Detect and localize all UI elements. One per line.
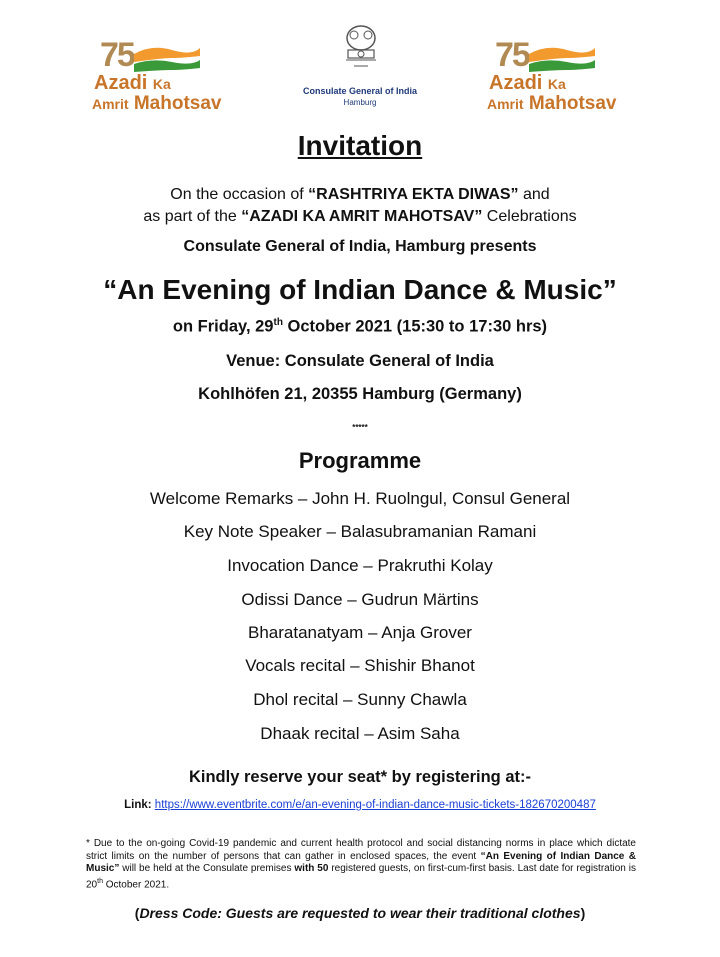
programme-item: Dhaak recital – Asim Saha xyxy=(260,724,460,743)
logo-line-2 xyxy=(487,93,616,115)
logo-word-amrit: Amrit xyxy=(487,96,524,112)
programme-heading: Programme xyxy=(298,448,422,473)
note-text: registered guests, on first-cum-first basis. Last date for registration is 20 xyxy=(86,863,636,890)
programme-item: Welcome Remarks – John H. Ruolngul, Consul General xyxy=(149,489,571,508)
programme-item: Invocation Dance – Prakruthi Kolay xyxy=(227,556,493,575)
logo-line-2 xyxy=(92,93,221,115)
occasion-line-1 xyxy=(0,186,720,204)
logo-word-mahotsav: Mahotsav xyxy=(528,93,617,114)
logo-line-1 xyxy=(94,72,171,95)
programme-item: Dhol recital – Sunny Chawla xyxy=(253,690,467,709)
logo-word-ka: Ka xyxy=(547,76,566,92)
note-guest-limit: with 50 xyxy=(294,863,329,874)
occasion-text: Celebrations xyxy=(482,208,577,225)
venue: Venue: Consulate General of India xyxy=(226,352,494,370)
event-date xyxy=(0,317,720,337)
occasion-line-2 xyxy=(0,208,720,226)
separator: ***** xyxy=(352,423,368,432)
ashoka-emblem-icon xyxy=(326,20,396,80)
registration-link[interactable]: https://www.eventbrite.com/e/an-evening-of-indian-dance-music-tickets-182670200487 xyxy=(154,799,596,811)
note-text: * Due to the on-going Covid-19 pandemic and current health protocol and social distancing norms in place which dictate strict limits on the number of persons that can gather in enclosed spaces, the event xyxy=(86,838,636,862)
presenter-line: Consulate General of India, Hamburg presents xyxy=(183,238,537,255)
date-ordinal: th xyxy=(273,317,283,328)
occasion-highlight: “AZADI KA AMRIT MAHOTSAV” xyxy=(241,208,483,225)
reserve-seat-text: Kindly reserve your seat* by registering at:- xyxy=(188,768,532,786)
azadi-ka-amrit-mahotsav-logo-right xyxy=(487,36,617,116)
logo-line-1 xyxy=(489,72,566,95)
page-title: Invitation xyxy=(297,130,423,161)
registration-link-line xyxy=(0,799,720,811)
programme-item: Key Note Speaker – Balasubramanian Ramani xyxy=(183,522,537,541)
dress-paren: ) xyxy=(580,905,586,921)
consulate-city: Hamburg xyxy=(343,98,377,107)
note-event-name: “An Evening of Indian Dance & Music” xyxy=(86,850,636,874)
date-text: October 2021 (15:30 to 17:30 hrs) xyxy=(282,317,548,336)
note-text: will be held at the Consulate premises xyxy=(119,863,295,874)
programme-item: Odissi Dance – Gudrun Märtins xyxy=(241,590,479,609)
logo-word-mahotsav: Mahotsav xyxy=(133,93,222,114)
link-label: Link: xyxy=(124,799,152,811)
logo-word-azadi: Azadi xyxy=(489,72,543,94)
occasion-text: as part of the xyxy=(143,208,242,225)
logo-word-amrit: Amrit xyxy=(92,96,129,112)
event-title: “An Evening of Indian Dance & Music” xyxy=(103,274,617,305)
programme-item: Bharatanatyam – Anja Grover xyxy=(248,623,472,642)
logo-number: 75 xyxy=(100,36,134,74)
flag-ribbon-icon xyxy=(527,44,597,74)
logo-number: 75 xyxy=(495,36,529,74)
date-text: on Friday, 29 xyxy=(172,317,274,336)
dress-paren: ( xyxy=(134,905,140,921)
logo-word-ka: Ka xyxy=(152,76,171,92)
logo-word-azadi: Azadi xyxy=(94,72,148,94)
programme-item: Vocals recital – Shishir Bhanot xyxy=(245,656,475,675)
venue-address: Kohlhöfen 21, 20355 Hamburg (Germany) xyxy=(198,385,522,403)
dress-code-text: Dress Code: Guests are requested to wear their traditional clothes xyxy=(139,905,581,921)
dress-code xyxy=(0,905,720,921)
occasion-highlight: “RASHTRIYA EKTA DIWAS” xyxy=(308,186,519,203)
azadi-ka-amrit-mahotsav-logo-left xyxy=(92,36,222,116)
occasion-text: On the occasion of xyxy=(170,186,309,203)
covid-note xyxy=(86,838,636,891)
note-text: October 2021. xyxy=(102,878,170,890)
flag-ribbon-icon xyxy=(132,44,202,74)
note-ordinal: th xyxy=(97,877,103,885)
occasion-text: and xyxy=(518,186,550,203)
consulate-name: Consulate General of India xyxy=(302,86,418,96)
